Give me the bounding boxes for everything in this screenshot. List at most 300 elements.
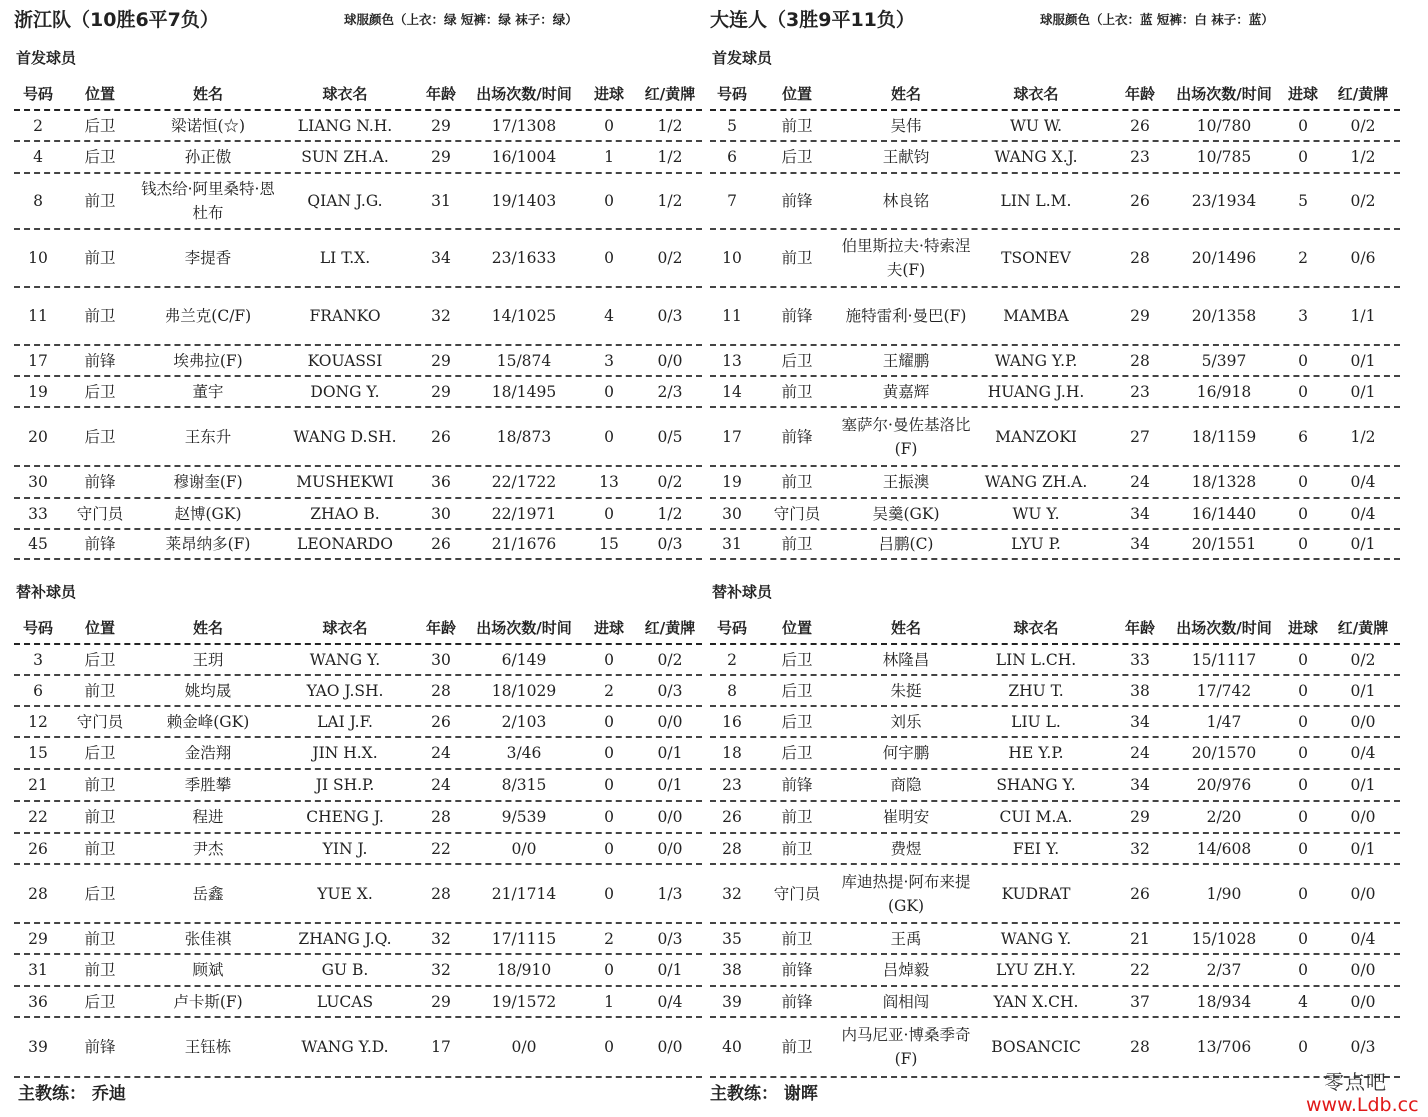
home-sub-cards: 0/1	[657, 744, 683, 762]
home-starter-cards: 0/0	[657, 351, 683, 370]
away-starter-number: 5	[727, 116, 737, 135]
away-starter-position: 前锋	[781, 427, 813, 446]
home-starter-position: 后卫	[84, 148, 116, 166]
home-sub-goals: 0	[604, 744, 614, 762]
home-sub-appearances: 0/0	[511, 839, 537, 858]
home-starter-appearances: 16/1004	[491, 148, 557, 166]
away-starter-goals: 0	[1298, 148, 1308, 166]
away-sub-number: 8	[727, 681, 737, 700]
home-starter-number: 11	[28, 307, 48, 325]
away-starter-number: 17	[722, 427, 742, 446]
home-starter-cards: 1/2	[657, 192, 683, 210]
home-starter-goals: 15	[599, 535, 619, 553]
home-sub-position: 后卫	[84, 650, 116, 669]
home-starter-shirt-name: FRANKO	[309, 307, 381, 325]
home-sub-age: 22	[431, 839, 451, 858]
home-starter-name: 董宇	[192, 382, 224, 401]
away-starter-appearances: 5/397	[1201, 351, 1247, 370]
home-starters-header	[14, 83, 702, 111]
away-subs-label: 替补球员	[712, 583, 773, 601]
away-starter-shirt-name: TSONEV	[1001, 249, 1071, 267]
home-sub-shirt-name: JIN H.X.	[312, 744, 378, 762]
away-starter-cards: 0/1	[1350, 382, 1376, 401]
away-starter-number: 14	[722, 382, 742, 401]
away-sub-name: 刘乐	[890, 712, 922, 731]
home-sub-name: 顾斌	[192, 961, 224, 979]
home-starter-goals: 4	[604, 307, 614, 325]
away-sub-goals: 0	[1298, 650, 1308, 669]
away-starter-name: 吕鹏(C)	[878, 535, 934, 553]
away-starter-shirt-name: LIN L.M.	[1000, 192, 1072, 210]
home-starter-cards: 0/3	[657, 535, 683, 553]
away-sub-goals: 0	[1298, 808, 1308, 826]
away-starter-cards: 1/1	[1350, 307, 1376, 325]
home-starters-col-cards: 红/黄牌	[644, 85, 696, 103]
away-sub-name: 崔明安	[882, 808, 930, 826]
home-starter-number: 17	[28, 351, 48, 370]
away-sub-appearances: 2/20	[1206, 808, 1242, 826]
home-sub-goals: 0	[604, 1038, 614, 1056]
home-starter-row	[14, 142, 702, 174]
home-starter-number: 2	[33, 116, 43, 135]
away-sub-position: 前卫	[781, 839, 813, 858]
away-sub-age: 32	[1130, 839, 1150, 858]
home-sub-row	[14, 865, 702, 924]
away-starters-label: 首发球员	[712, 49, 773, 67]
away-starter-row	[710, 346, 1400, 377]
home-starter-position: 前卫	[84, 192, 116, 210]
home-sub-row	[14, 834, 702, 865]
away-starter-row	[710, 467, 1400, 499]
away-starter-goals: 6	[1298, 427, 1308, 446]
away-starter-shirt-name: LYU P.	[1011, 535, 1061, 553]
home-starter-name: 孙正傲	[184, 148, 232, 166]
home-sub-position: 前锋	[84, 1038, 116, 1056]
home-sub-name: 岳鑫	[192, 884, 224, 903]
home-starter-shirt-name: MUSHEKWI	[296, 473, 394, 491]
away-sub-cards: 0/4	[1350, 929, 1376, 948]
home-sub-age: 17	[431, 1038, 451, 1056]
home-starter-goals: 0	[604, 504, 614, 523]
away-sub-position: 后卫	[781, 712, 813, 731]
away-sub-age: 34	[1130, 776, 1150, 794]
away-sub-row	[710, 987, 1400, 1018]
away-sub-shirt-name: CUI M.A.	[999, 808, 1073, 826]
home-sub-position: 前卫	[84, 681, 116, 700]
home-starter-position: 后卫	[84, 382, 116, 401]
home-sub-cards: 0/4	[657, 992, 683, 1011]
away-starter-row	[710, 142, 1400, 174]
away-starter-appearances: 10/785	[1196, 148, 1252, 166]
home-sub-shirt-name: YIN J.	[322, 839, 368, 858]
away-sub-shirt-name: BOSANCIC	[991, 1038, 1081, 1056]
home-subs-col-appearances: 出场次数/时间	[476, 619, 572, 637]
home-starter-number: 45	[28, 535, 48, 553]
home-subs-header	[14, 617, 702, 645]
away-starter-age: 29	[1130, 307, 1150, 325]
away-starter-row	[710, 111, 1400, 142]
home-subs-col-number: 号码	[22, 619, 54, 637]
home-starter-number: 20	[28, 427, 48, 446]
home-sub-shirt-name: WANG Y.	[309, 650, 381, 669]
away-starter-age: 28	[1130, 351, 1150, 370]
away-starter-age: 28	[1130, 249, 1150, 267]
away-sub-age: 38	[1130, 681, 1150, 700]
away-sub-goals: 4	[1298, 992, 1308, 1011]
away-sub-name: 商隐	[890, 776, 922, 794]
away-subs-col-position: 位置	[781, 619, 813, 637]
home-sub-age: 32	[431, 929, 451, 948]
away-sub-name: 库迪热提·阿布来提(GK)	[841, 872, 971, 915]
home-sub-name: 王玥	[192, 650, 224, 669]
away-starters-col-position: 位置	[781, 85, 813, 103]
away-sub-goals: 0	[1298, 884, 1308, 903]
home-starter-appearances: 22/1722	[491, 473, 557, 491]
away-starter-cards: 0/6	[1350, 249, 1376, 267]
away-starter-position: 前锋	[781, 192, 813, 210]
home-sub-position: 前卫	[84, 929, 116, 948]
away-sub-shirt-name: YAN X.CH.	[993, 992, 1079, 1011]
away-sub-position: 前卫	[781, 1038, 813, 1056]
home-starter-name: 穆谢奎(F)	[173, 473, 243, 491]
home-sub-number: 21	[28, 776, 48, 794]
home-sub-position: 后卫	[84, 992, 116, 1011]
home-sub-position: 前卫	[84, 839, 116, 858]
away-sub-appearances: 15/1117	[1191, 650, 1257, 669]
home-sub-position: 前卫	[84, 776, 116, 794]
home-sub-goals: 2	[604, 929, 614, 948]
home-starter-age: 32	[431, 307, 451, 325]
home-starter-goals: 0	[604, 116, 614, 135]
home-starter-shirt-name: QIAN J.G.	[307, 192, 383, 210]
away-starter-position: 前卫	[781, 116, 813, 135]
home-sub-name: 姚均晟	[184, 681, 232, 700]
away-starter-number: 6	[727, 148, 737, 166]
away-sub-shirt-name: ZHU T.	[1008, 681, 1064, 700]
home-sub-goals: 0	[604, 650, 614, 669]
away-starter-shirt-name: WU W.	[1009, 116, 1063, 135]
home-sub-row	[14, 676, 702, 707]
away-starter-goals: 0	[1298, 535, 1308, 553]
home-sub-appearances: 19/1572	[491, 992, 557, 1011]
away-starter-position: 前卫	[781, 249, 813, 267]
away-sub-name: 林隆昌	[882, 650, 930, 669]
away-sub-age: 24	[1130, 744, 1150, 762]
home-starters-col-shirt-name: 球衣名	[322, 85, 368, 103]
home-sub-row	[14, 924, 702, 955]
away-subs-col-shirt-name: 球衣名	[1013, 619, 1059, 637]
away-sub-number: 16	[722, 712, 742, 731]
home-sub-goals: 0	[604, 884, 614, 903]
home-starter-age: 29	[431, 116, 451, 135]
away-starter-row	[710, 288, 1400, 346]
away-sub-position: 后卫	[781, 681, 813, 700]
home-sub-goals: 2	[604, 681, 614, 700]
home-starter-goals: 0	[604, 192, 614, 210]
away-sub-number: 28	[722, 839, 742, 858]
away-sub-cards: 0/1	[1350, 681, 1376, 700]
away-starter-goals: 0	[1298, 351, 1308, 370]
home-starter-position: 前卫	[84, 249, 116, 267]
away-coach: 主教练： 谢晖	[710, 1084, 818, 1104]
home-sub-number: 3	[33, 650, 43, 669]
home-sub-row	[14, 738, 702, 770]
home-starter-row	[14, 346, 702, 377]
home-sub-cards: 0/3	[657, 929, 683, 948]
home-sub-appearances: 9/539	[501, 808, 547, 826]
home-starter-shirt-name: WANG D.SH.	[293, 427, 397, 446]
away-starter-cards: 0/1	[1350, 535, 1376, 553]
away-starter-age: 23	[1130, 382, 1150, 401]
away-starters-col-number: 号码	[716, 85, 748, 103]
home-sub-position: 后卫	[84, 744, 116, 762]
away-starter-cards: 0/2	[1350, 116, 1376, 135]
away-starter-goals: 0	[1298, 504, 1308, 523]
home-sub-cards: 0/0	[657, 808, 683, 826]
home-sub-cards: 0/0	[657, 712, 683, 731]
away-sub-shirt-name: LIU L.	[1011, 712, 1061, 731]
away-sub-number: 38	[722, 961, 742, 979]
away-sub-shirt-name: LIN L.CH.	[995, 650, 1077, 669]
away-subs-col-number: 号码	[716, 619, 748, 637]
away-sub-row	[710, 955, 1400, 987]
away-sub-shirt-name: LYU ZH.Y.	[996, 961, 1076, 979]
away-team-title: 大连人（3胜9平11负）	[710, 9, 915, 31]
home-starter-age: 29	[431, 351, 451, 370]
away-starter-row	[710, 499, 1400, 530]
home-sub-shirt-name: LAI J.F.	[317, 712, 373, 731]
away-starter-name: 吴伟	[890, 116, 922, 135]
away-sub-cards: 0/0	[1350, 961, 1376, 979]
away-sub-appearances: 1/90	[1206, 884, 1242, 903]
home-starter-name: 王东升	[184, 427, 232, 446]
home-starter-shirt-name: LEONARDO	[297, 535, 393, 553]
home-starter-age: 30	[431, 504, 451, 523]
home-sub-appearances: 17/1115	[491, 929, 557, 948]
home-starter-age: 34	[431, 249, 451, 267]
home-sub-appearances: 18/910	[496, 961, 552, 979]
home-starter-position: 前锋	[84, 535, 116, 553]
away-subs-col-name: 姓名	[890, 619, 922, 637]
home-sub-cards: 0/1	[657, 776, 683, 794]
away-starter-shirt-name: MAMBA	[1003, 307, 1069, 325]
away-sub-appearances: 20/976	[1196, 776, 1252, 794]
home-starters-label: 首发球员	[16, 49, 77, 67]
home-sub-number: 28	[28, 884, 48, 903]
home-sub-position: 守门员	[76, 712, 124, 731]
away-starters-col-appearances: 出场次数/时间	[1176, 85, 1272, 103]
home-sub-name: 卢卡斯(F)	[173, 992, 243, 1011]
home-subs-col-shirt-name: 球衣名	[322, 619, 368, 637]
away-starter-number: 7	[727, 192, 737, 210]
away-starter-name: 林良铭	[882, 192, 930, 210]
home-sub-row	[14, 770, 702, 802]
away-starter-goals: 2	[1298, 249, 1308, 267]
home-sub-goals: 0	[604, 776, 614, 794]
away-starter-name: 伯里斯拉夫·特索涅夫(F)	[841, 237, 971, 279]
home-sub-shirt-name: YAO J.SH.	[306, 681, 384, 700]
home-starter-shirt-name: KOUASSI	[307, 351, 383, 370]
home-starter-shirt-name: DONG Y.	[310, 382, 380, 401]
home-sub-appearances: 3/46	[506, 744, 542, 762]
away-sub-row	[710, 676, 1400, 707]
away-sub-number: 39	[722, 992, 742, 1011]
away-sub-row	[710, 924, 1400, 955]
away-sub-name: 朱挺	[890, 681, 922, 700]
home-starter-cards: 0/5	[657, 427, 683, 446]
away-sub-name: 费煜	[890, 839, 922, 858]
home-sub-goals: 0	[604, 961, 614, 979]
home-starter-row	[14, 174, 702, 230]
home-sub-shirt-name: CHENG J.	[306, 808, 384, 826]
away-sub-cards: 0/0	[1350, 884, 1376, 903]
home-sub-name: 程进	[192, 808, 224, 826]
home-starter-age: 26	[431, 427, 451, 446]
away-sub-goals: 0	[1298, 839, 1308, 858]
home-starter-shirt-name: LIANG N.H.	[297, 116, 393, 135]
home-sub-age: 28	[431, 681, 451, 700]
home-starter-age: 29	[431, 148, 451, 166]
away-starters-col-cards: 红/黄牌	[1337, 85, 1389, 103]
home-starter-number: 8	[33, 192, 43, 210]
away-starters-col-shirt-name: 球衣名	[1013, 85, 1059, 103]
away-sub-position: 后卫	[781, 650, 813, 669]
away-sub-cards: 0/4	[1350, 744, 1376, 762]
away-starter-goals: 0	[1298, 473, 1308, 491]
home-kit-colors: 球服颜色（上衣：绿 短裤：绿 袜子：绿）	[344, 12, 578, 27]
away-sub-cards: 0/0	[1350, 712, 1376, 731]
away-starter-shirt-name: WANG ZH.A.	[984, 473, 1088, 491]
away-starter-row	[710, 377, 1400, 408]
home-starter-name: 李提香	[184, 249, 232, 267]
home-sub-cards: 0/3	[657, 681, 683, 700]
away-starter-goals: 0	[1298, 382, 1308, 401]
home-starter-name: 钱杰给·阿里桑特·恩杜布	[141, 180, 275, 222]
away-starter-position: 后卫	[781, 148, 813, 166]
away-sub-appearances: 18/934	[1196, 992, 1252, 1011]
away-sub-cards: 0/1	[1350, 839, 1376, 858]
home-sub-goals: 0	[604, 808, 614, 826]
home-starter-appearances: 22/1971	[491, 504, 557, 523]
home-sub-name: 王钰栋	[184, 1038, 232, 1056]
away-starter-row	[710, 408, 1400, 467]
home-sub-cards: 0/2	[657, 650, 683, 669]
away-sub-appearances: 17/742	[1196, 681, 1252, 700]
away-sub-age: 34	[1130, 712, 1150, 731]
away-starter-number: 31	[722, 535, 742, 553]
away-sub-position: 前卫	[781, 808, 813, 826]
home-starter-position: 前锋	[84, 473, 116, 491]
home-starter-position: 前卫	[84, 307, 116, 325]
away-subs-header	[710, 617, 1400, 645]
away-sub-shirt-name: HE Y.P.	[1008, 744, 1064, 762]
away-sub-row	[710, 865, 1400, 924]
home-sub-shirt-name: ZHANG J.Q.	[298, 929, 392, 948]
away-starters-col-age: 年龄	[1124, 85, 1156, 103]
away-starter-name: 塞萨尔·曼佐基洛比(F)	[841, 415, 971, 458]
home-sub-age: 24	[431, 776, 451, 794]
home-starter-age: 29	[431, 382, 451, 401]
away-starter-goals: 0	[1298, 116, 1308, 135]
away-sub-goals: 0	[1298, 776, 1308, 794]
away-sub-name: 吕焯毅	[882, 961, 930, 979]
away-sub-number: 2	[727, 650, 737, 669]
home-starter-number: 19	[28, 382, 48, 401]
home-starter-position: 前锋	[84, 351, 116, 370]
away-sub-appearances: 13/706	[1196, 1038, 1252, 1056]
home-sub-goals: 1	[604, 992, 614, 1011]
home-starter-appearances: 23/1633	[491, 249, 557, 267]
away-starter-age: 24	[1130, 473, 1150, 491]
away-sub-age: 26	[1130, 884, 1150, 903]
home-starter-number: 33	[28, 504, 48, 523]
home-sub-name: 季胜攀	[184, 776, 232, 794]
home-sub-cards: 1/3	[657, 884, 683, 903]
home-sub-number: 39	[28, 1038, 48, 1056]
home-sub-shirt-name: LUCAS	[316, 992, 374, 1011]
away-sub-age: 29	[1130, 808, 1150, 826]
home-sub-row	[14, 707, 702, 738]
home-starter-position: 后卫	[84, 427, 116, 446]
home-starter-name: 梁诺恒(☆)	[170, 116, 246, 135]
home-starter-row	[14, 499, 702, 530]
away-starter-cards: 1/2	[1350, 148, 1376, 166]
home-starters-col-goals: 进球	[593, 85, 625, 103]
away-sub-row	[710, 707, 1400, 738]
away-sub-row	[710, 802, 1400, 834]
home-subs-col-cards: 红/黄牌	[644, 619, 696, 637]
away-sub-goals: 0	[1298, 1038, 1308, 1056]
away-starter-position: 后卫	[781, 351, 813, 370]
away-sub-cards: 0/3	[1350, 1038, 1376, 1056]
away-starter-appearances: 20/1496	[1191, 249, 1257, 267]
away-sub-appearances: 14/608	[1196, 839, 1252, 858]
home-starter-appearances: 18/1495	[491, 382, 557, 401]
home-starter-goals: 1	[604, 148, 614, 166]
home-sub-age: 28	[431, 808, 451, 826]
away-sub-shirt-name: KUDRAT	[1001, 884, 1071, 903]
home-starter-appearances: 18/873	[496, 427, 552, 446]
home-sub-number: 6	[33, 681, 43, 700]
home-sub-age: 26	[431, 712, 451, 731]
home-starter-row	[14, 111, 702, 142]
away-starter-position: 前卫	[781, 473, 813, 491]
home-starter-cards: 0/2	[657, 473, 683, 491]
home-sub-cards: 0/0	[657, 1038, 683, 1056]
away-starter-age: 26	[1130, 116, 1150, 135]
away-sub-appearances: 1/47	[1206, 712, 1242, 731]
home-sub-number: 36	[28, 992, 48, 1011]
home-starter-shirt-name: LI T.X.	[319, 249, 371, 267]
home-starter-name: 埃弗拉(F)	[173, 351, 243, 370]
home-starter-row	[14, 530, 702, 560]
home-starter-cards: 2/3	[657, 382, 683, 401]
home-sub-age: 28	[431, 884, 451, 903]
away-starter-number: 13	[722, 351, 742, 370]
away-sub-cards: 0/1	[1350, 776, 1376, 794]
away-starter-name: 王耀鹏	[882, 351, 930, 370]
away-sub-cards: 0/0	[1350, 992, 1376, 1011]
away-starter-name: 王献钧	[882, 148, 930, 166]
home-sub-age: 29	[431, 992, 451, 1011]
away-sub-number: 23	[722, 776, 742, 794]
away-starters-col-goals: 进球	[1287, 85, 1319, 103]
away-starter-shirt-name: WU Y.	[1012, 504, 1060, 523]
home-starter-goals: 3	[604, 351, 614, 370]
home-starter-goals: 0	[604, 249, 614, 267]
home-starter-shirt-name: ZHAO B.	[310, 504, 380, 523]
away-sub-age: 21	[1130, 929, 1150, 948]
